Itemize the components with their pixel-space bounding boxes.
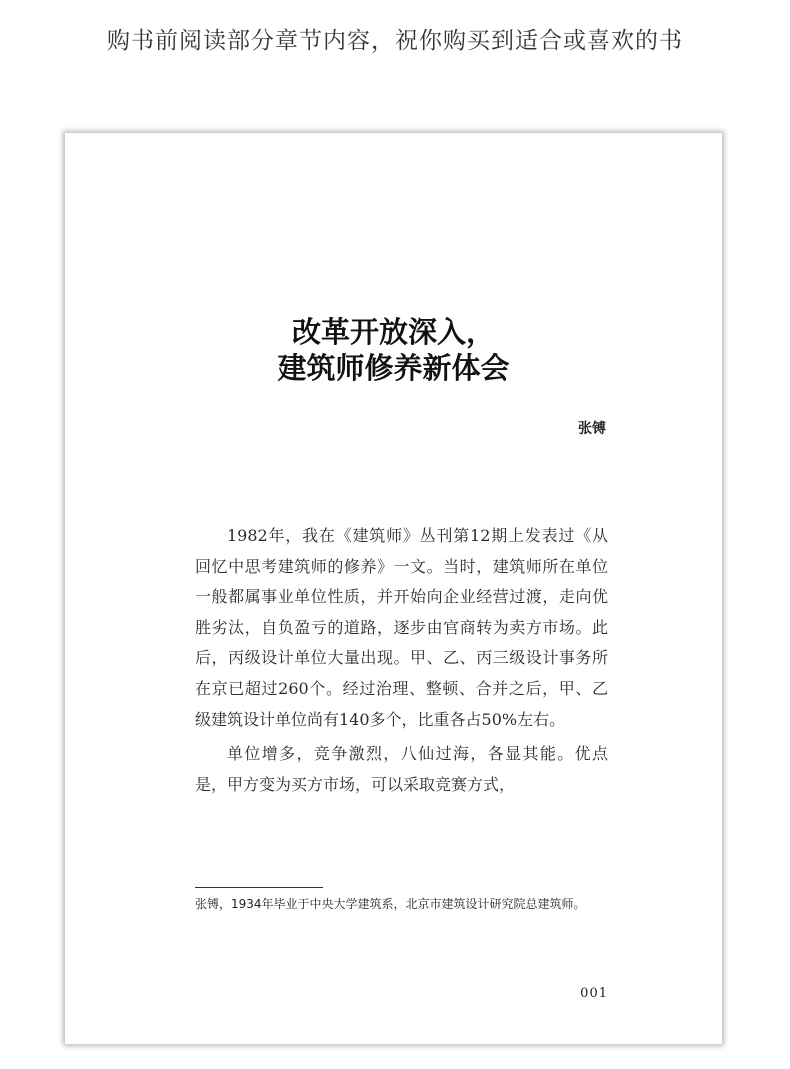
book-page	[65, 133, 722, 1044]
chapter-title-line-2: 建筑师修养新体会	[277, 351, 510, 385]
body-paragraph-1: 1982年，我在《建筑师》丛刊第12期上发表过《从回忆中思考建筑师的修养》一文。当时，建筑师所在单位一般都属事业单位性质，并开始向企业经营过渡，走向优胜劣汰，自负盈亏的道路，逐步由官商转为卖方市场。此后，丙级设计单位大量出现。甲、乙、丙三级设计事务所在京已超过260个。经过治理、整顿、合并之后，甲、乙级建筑设计单位尚有140多个，比重各占50%左右。	[195, 526, 608, 729]
chapter-body	[195, 521, 608, 804]
preview-banner: 购书前阅读部分章节内容，祝你购买到适合或喜欢的书	[107, 28, 683, 54]
footnote-divider	[195, 887, 323, 888]
page-number: 001	[580, 986, 608, 1001]
footnote: 张镈，1934年毕业于中央大学建筑系，北京市建筑设计研究院总建筑师。	[195, 897, 586, 911]
chapter-title-line-1: 改革开放深入，	[291, 315, 495, 349]
body-paragraph-2: 单位增多，竞争激烈，八仙过海，各显其能。优点是，甲方变为买方市场，可以采取竞赛方式，	[195, 744, 608, 794]
chapter-title	[65, 314, 722, 386]
author-name: 张镈	[578, 421, 606, 437]
